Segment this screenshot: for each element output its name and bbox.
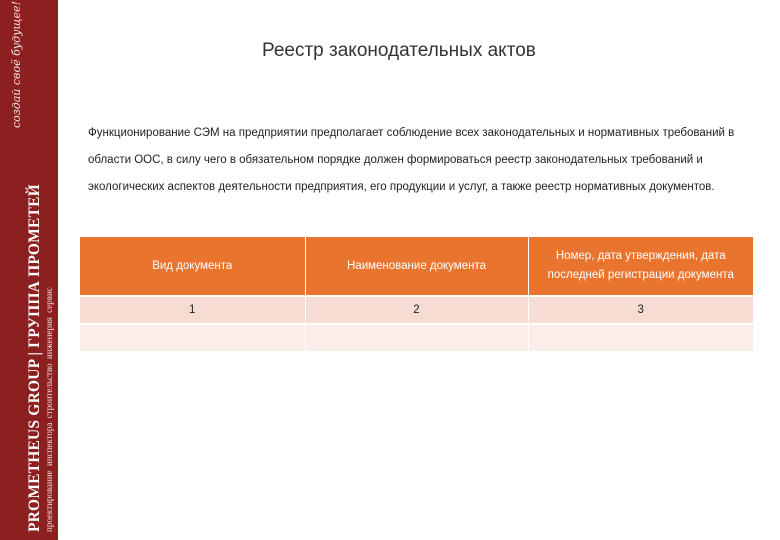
slide-paragraph: Функционирование СЭМ на предприятии предполагает соблюдение всех законодательных и нормативных требований в области ООС, в силу чего в обязательном порядке должен формироваться реестр законодательных требований и экологических аспектов деятельности предприятия, его продукции и услуг, а также реестр нормативных документов.	[88, 127, 735, 193]
brand-tagline: создай своё будущее!	[10, 1, 23, 128]
header-doc-type: Вид документа	[80, 237, 305, 296]
header-doc-name: Наименование документа	[305, 237, 528, 296]
brand-services: проектирование инспектора строительство инженерия сервис	[44, 287, 54, 532]
slide-title: Реестр законодательных актов	[262, 40, 536, 61]
table-cell: 3	[528, 296, 753, 324]
table-row	[80, 324, 753, 351]
table-row	[80, 296, 753, 324]
table-cell	[80, 324, 305, 351]
table-cell	[305, 324, 528, 351]
brand-sidebar	[0, 0, 58, 540]
brand-name: PROMETHEUS GROUP | ГРУППА ПРОМЕТЕЙ	[26, 184, 43, 532]
registry-table	[80, 237, 753, 351]
header-doc-number-date: Номер, дата утверждения, дата последней регистрации документа	[528, 237, 753, 296]
table-cell	[528, 324, 753, 351]
table-cell: 2	[305, 296, 528, 324]
table-header-row	[80, 237, 753, 296]
table-cell: 1	[80, 296, 305, 324]
